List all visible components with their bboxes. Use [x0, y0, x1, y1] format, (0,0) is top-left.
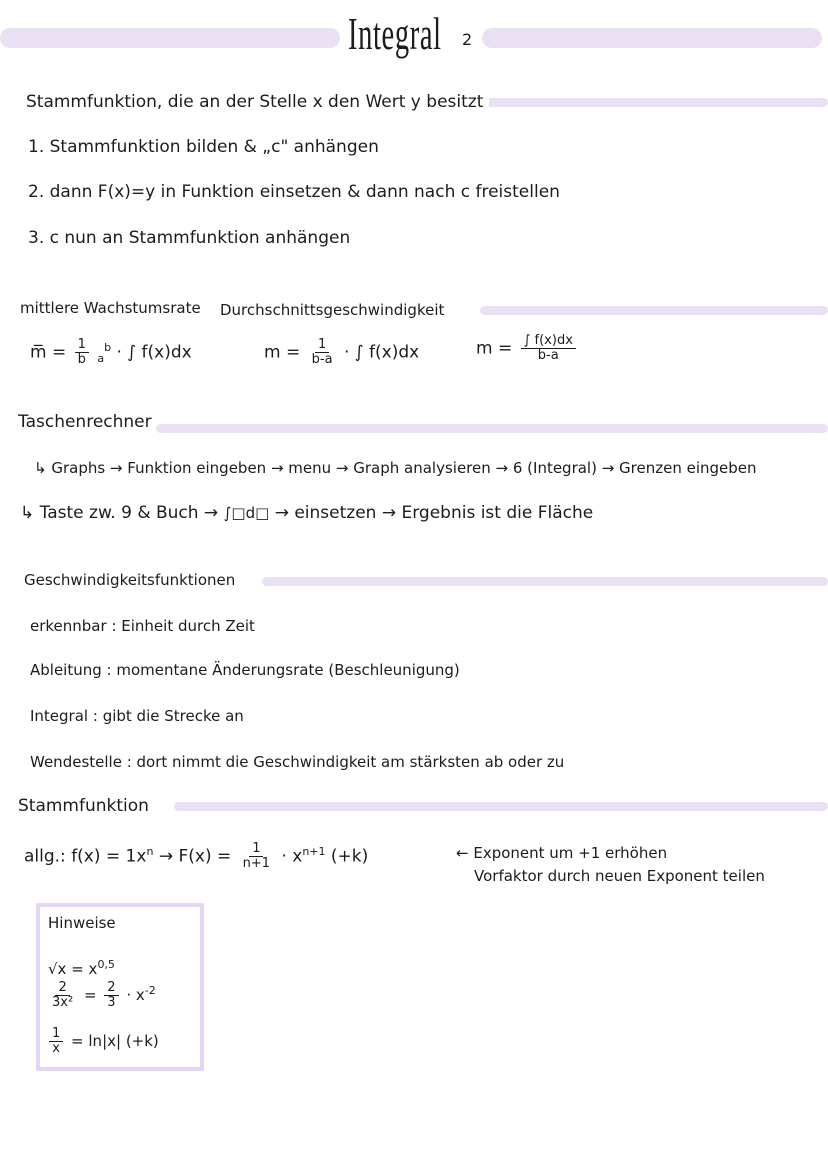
- fraction: $\frac{1}{b-a}$: [311, 337, 333, 367]
- section-bar: [174, 802, 828, 811]
- integral-key-symbol: ∫□d□: [223, 504, 270, 522]
- lower-bound: a: [97, 352, 105, 366]
- section-bar: [156, 424, 828, 433]
- heading-taschenrechner: Taschenrechner: [18, 412, 152, 432]
- formula-lhs: m =: [264, 342, 301, 363]
- fraction: $\frac{2}{3}$: [104, 981, 118, 1010]
- fraction: $\frac{1}{n+1}$: [242, 841, 271, 872]
- title-bar-left: [0, 28, 340, 48]
- fraction: $\frac{1}{x}$: [49, 1027, 63, 1056]
- section-heading-stelle: Stammfunktion, die an der Stelle x den Wert y besitzt: [26, 92, 489, 112]
- hint-row-fraction: $\frac{2}{\text{3x²}}$ = $\frac{2}{3}$ · $x^{-2}$: [46, 981, 156, 1010]
- row-integral: Integral : gibt die Strecke an: [30, 707, 244, 725]
- row-wendestelle: Wendestelle : dort nimmt die Geschwindigkeit am stärksten ab oder zu: [30, 753, 565, 771]
- heading-durchschnittsgeschwindigkeit: Durchschnittsgeschwindigkeit: [220, 301, 445, 319]
- fraction: $\frac{1}{b}$: [75, 338, 89, 367]
- section-bar: [262, 577, 828, 586]
- step-1: 1. Stammfunktion bilden & „c" anhängen: [28, 137, 379, 157]
- note-exponent: ← Exponent um +1 erhöhen: [456, 844, 668, 862]
- page-title: Integral: [348, 8, 442, 59]
- step-3: 3. c nun an Stammfunktion anhängen: [28, 228, 351, 248]
- formula-stammfunktion: allg.: $f(x) = 1x^n \to F(x)$ = $\frac{1}{n+1}$ · $x^{n+1}$ (+k): [24, 841, 369, 872]
- calc-line-2: [20, 503, 593, 523]
- row-erkennbar: erkennbar : Einheit durch Zeit: [30, 617, 255, 635]
- formula-mittlere-2: [264, 338, 419, 367]
- section-bar: [480, 306, 828, 315]
- formula-mittlere-1: [30, 338, 192, 369]
- calc-line-2-b: → einsetzen → Ergebnis ist die Fläche: [274, 503, 594, 523]
- hinweise-box: [36, 903, 204, 1071]
- hint-row-ln: $\frac{1}{x}$ = ln|x| (+k): [46, 1027, 159, 1056]
- page-number: 2: [462, 30, 473, 49]
- hint-row-sqrt: $√x = x^{0,5}$: [48, 958, 115, 978]
- title-bar-right: [482, 28, 822, 48]
- step-2: 2. dann F(x)=y in Funktion einsetzen & dann nach c freistellen: [28, 182, 560, 202]
- fraction: $\frac{2}{\text{3x²}}$: [52, 980, 74, 1010]
- note-vorfaktor: Vorfaktor durch neuen Exponent teilen: [474, 867, 765, 885]
- formula-mittlere-3: [476, 334, 579, 363]
- heading-mittlere-wachstumsrate: mittlere Wachstumsrate: [20, 299, 201, 317]
- heading-stammfunktion: Stammfunktion: [18, 796, 149, 816]
- calc-line-1: ↳ Graphs → Funktion eingeben → menu → Graph analysieren → 6 (Integral) → Grenzen eingeben: [34, 459, 757, 477]
- row-ableitung: Ableitung : momentane Änderungsrate (Beschleunigung): [30, 661, 460, 679]
- calc-line-2-a: ↳ Taste zw. 9 & Buch →: [20, 503, 219, 523]
- upper-bound: b: [104, 341, 112, 354]
- formula-lhs: m̅ =: [30, 342, 67, 363]
- fraction: $\frac{\int f(x)dx}{b-a}$: [521, 334, 576, 363]
- heading-geschwindigkeitsfunktionen: Geschwindigkeitsfunktionen: [24, 571, 236, 589]
- formula-lhs: m =: [476, 338, 513, 359]
- formula-rest: · ∫ f(x)dx: [343, 342, 420, 363]
- formula-rest: · ∫ f(x)dx: [116, 342, 192, 363]
- hinweise-heading: Hinweise: [48, 914, 116, 932]
